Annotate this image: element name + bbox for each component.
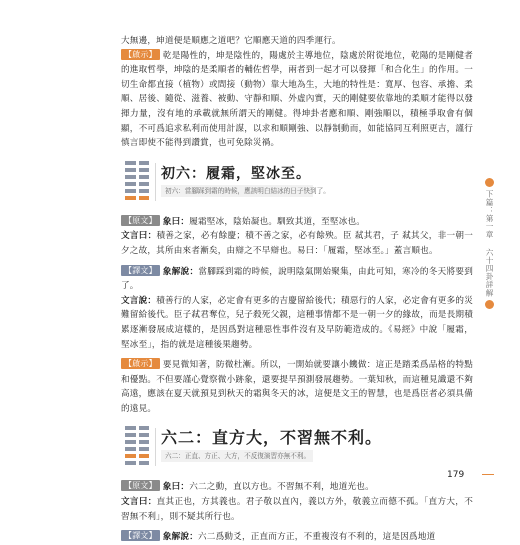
wenyan-lead: 文言曰： [121,231,157,242]
yao2-translation-xiang [121,530,473,545]
original-tag-2: 【原文】 [121,480,160,491]
wenyan-text: 積善之家，必有餘慶；積不善之家，必有餘殃。臣 弒其君，子 弒其父，非一朝一夕之故，其所由來者漸矣，由辯之不早辯也。易曰：「履霜，堅冰至。」蓋言順也。 [121,231,473,256]
yao1-translation-wenyan [121,294,473,352]
tip-tag-2: 【啟示】 [121,358,160,369]
xiang-text-2: 六二之動，直以方也。不習無不利，地道光也。 [189,482,374,493]
yao1-tip-text: 要見微知著，防微杜漸。所以，一開始就要讓小饑做：這正是踏柔爲品格的特點和優點。不但要謹心覺察微小跡象，還要提早預測發展趨勢。一葉知秋，而這種見識還不夠高遠，應該在夏天就預見到秋天的霜與冬天的冰，這便是文王的智慧，也是爲臣者必須具備的遠見。 [121,360,473,414]
xiang-jie-lead-2: 象解說： [162,532,198,543]
hexagram-icon [125,426,149,468]
hexagram-icon [125,161,149,203]
wenyan-jie-lead: 文言說： [121,295,157,306]
translation-tag-2: 【譯文】 [121,530,160,541]
yao1-caption: 初六：當腳踩到霜的時候，應該明白結冰的日子快到了。 [161,185,313,197]
yao1-translation-xiang [121,265,473,294]
yao2-original-xiang [121,480,473,495]
sidebar-bullet-icon [485,300,494,309]
xiang-lead-2: 象曰： [162,482,190,493]
yao2-original-wenyan [121,495,473,524]
yao1-original-xiang [121,215,473,230]
wenyan-lead-2: 文言曰： [121,497,157,508]
sidebar-chapter-title: 下篇：第一章 六十四卦詳解 [485,190,494,297]
hexagram-block-1 [121,159,473,207]
translation-tag: 【譯文】 [121,265,160,276]
yao2-title: 六二：直方大，不習無不利。 [161,428,383,448]
intro-text: 大無邊，坤道便是順應之道吧？它順應天道的四季運行。 [121,36,341,46]
xiang-jie-text-2: 六二爲動爻，正直而方正，不重複沒有不利的，這是因爲地道 [198,532,436,543]
original-tag: 【原文】 [121,215,160,226]
hexagram-divider [155,163,156,201]
yao1-original-wenyan [121,229,473,258]
footer-accent-line [482,474,494,475]
chapter-sidebar [482,178,496,309]
xiang-lead: 象曰： [162,216,190,227]
sidebar-bullet-icon [485,178,494,187]
xiang-text: 履霜堅冰，陰始凝也。馴致其道，至堅冰也。 [189,216,366,227]
xiang-jie-text: 當腳踩到霜的時候，說明陰氣開始聚集，由此可知，寒冷的冬天將要到了。 [121,266,474,292]
yao2-caption: 六二：正直、方正、大方，不反復演習亦無不利。 [161,450,313,462]
xiang-jie-lead: 象解說： [162,266,199,277]
tip-paragraph-1 [121,49,473,151]
wenyan-jie-text: 積善行的人家，必定會有更多的吉慶留給後代；積惡行的人家，必定會有更多的災難留給後代。臣子弒君奪位，兒子殺死父親，這種事情都不是一朝一夕的緣故，而是長期積累逐漸發展成這樣的，是因爲對這種惡性事件沒有及早防範造成的。《易經》中說「履霜，堅冰至」，指的就是這種後果趨勢。 [121,295,473,350]
wenyan-text-2: 直其正也，方其義也。君子敬以直內，義以方外，敬義立而德不孤。「直方大，不習無不利」，則不疑其所行也。 [121,497,473,522]
yao1-title: 初六：履霜，堅冰至。 [161,165,311,182]
page-number: 179 [447,470,465,480]
tip-text-1: 乾是陽性的，坤是陰性的，陽處於主導地位，陰處於附從地位，乾陽的是剛健者的進取哲學，坤陰的是柔順者的輔佐哲學，兩者到一起才可以發揮「和合化生」的作用。一切生命都直接（植物）或間接（動物）靠大地為生，大地的特性是：寬厚、包容、承擔、柔順、居後、隨從、滋養、被動、守靜和順、外虛內實，天的剛健要依靠地的柔順才能得以發揮力量，沒有地的承載就無所謂天的剛健。得坤卦者應和順、剛強順以，積極爭取會有個顯，不可爲追求私利而使用計謀，以求和順剛強、以靜制動而，如能協同互利照更吉，謹行慎言即使不能得到讚賞，也可免除災禍。 [121,50,473,149]
page-content [121,34,473,545]
hexagram-block-2 [121,424,473,472]
tip-tag: 【啟示】 [121,49,160,60]
hexagram-divider [155,428,156,466]
yao1-tip [121,358,473,416]
